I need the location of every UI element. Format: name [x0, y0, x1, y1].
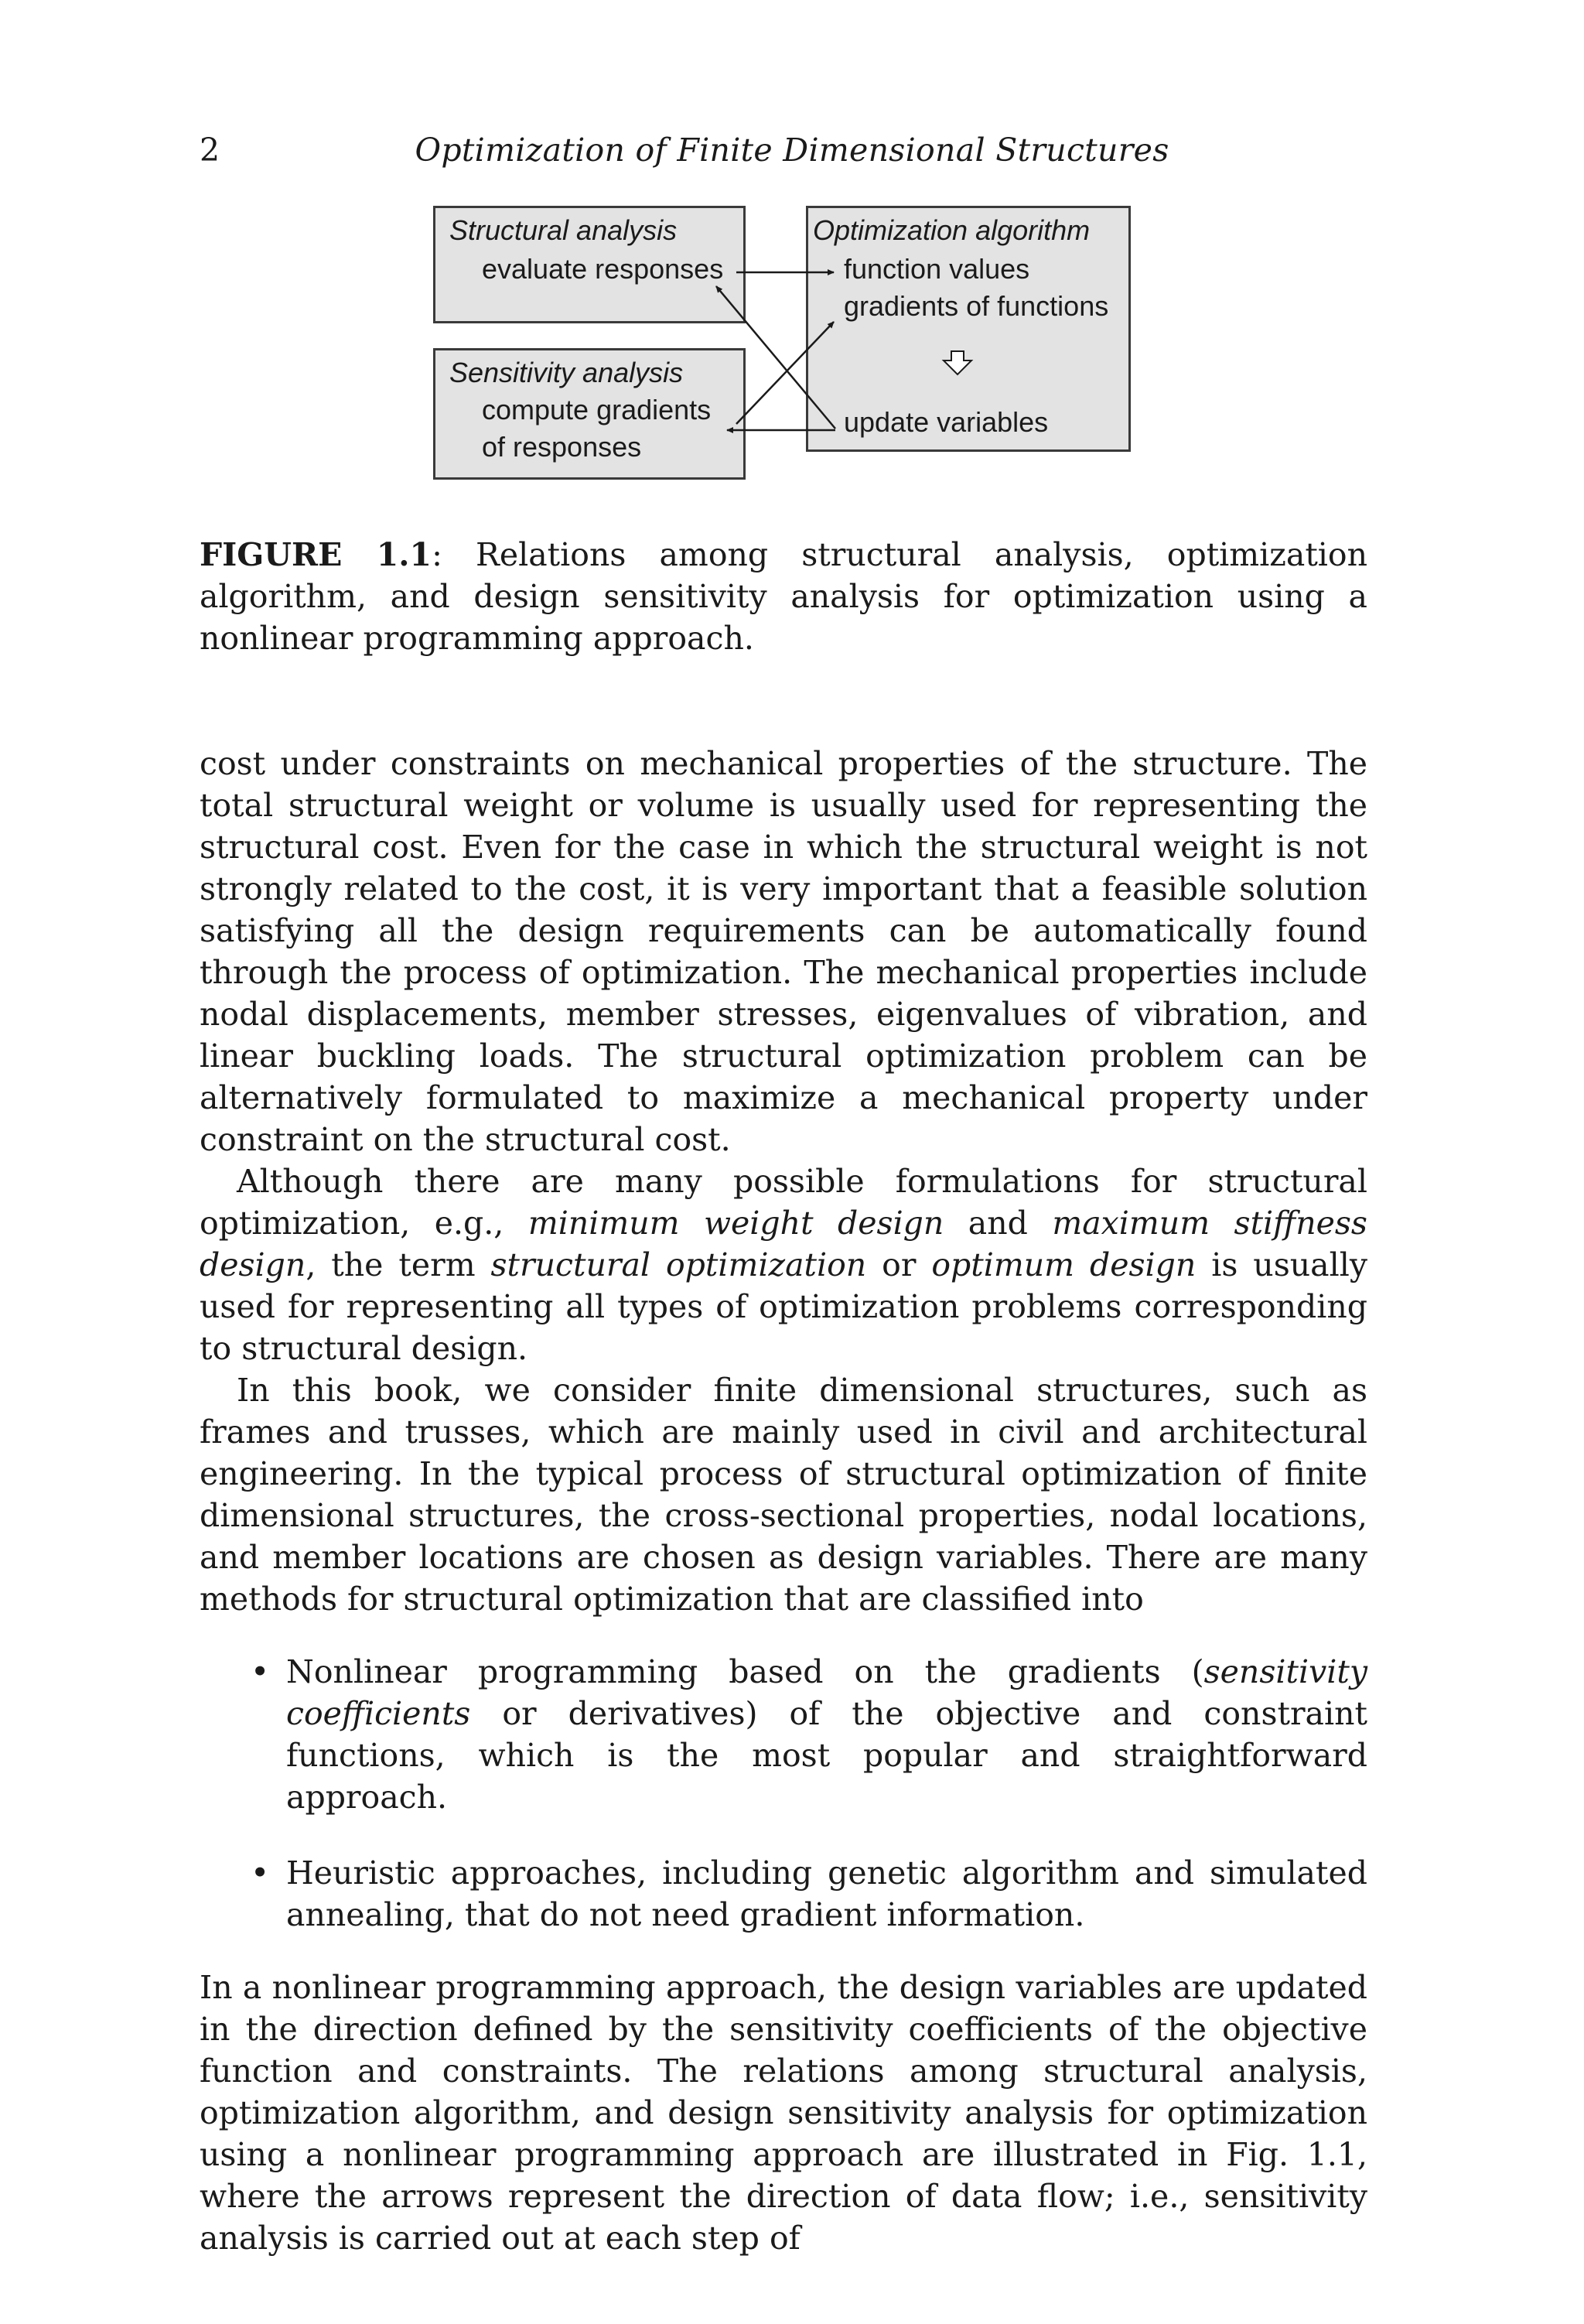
bullet-icon: • [251, 1653, 270, 1690]
compute-gradients-label: compute gradients [482, 394, 712, 425]
running-title: Optimization of Finite Dimensional Structures [415, 132, 1169, 169]
caption-label: FIGURE 1.1 [200, 536, 432, 573]
of-responses-label: of responses [482, 431, 642, 463]
evaluate-responses-label: evaluate responses [482, 253, 724, 285]
figure-caption [200, 534, 1367, 659]
gradients-of-functions-label: gradients of functions [844, 290, 1109, 322]
update-variables-label: update variables [844, 406, 1049, 438]
caption-text: : Relations among structural analysis, optimization algorithm, and design sensitivity analysis for optimization using a nonlinear programming approach. [200, 536, 1368, 657]
sensitivity-analysis-title: Sensitivity analysis [449, 357, 684, 388]
down-arrow-icon [944, 351, 971, 374]
paragraph-1: cost under constraints on mechanical properties of the structure. The total structural weight or volume is usually used for representing the structural cost. Even for the case in which the structural weight is not strongly related to the cost, it is very important that a feasible solution satisfying all the design requirements can be automatically found through the process of optimization. The mechanical properties include nodal displacements, member stresses, eigenvalues of vibration, and linear buckling loads. The structural optimization problem can be alternatively formulated to maximize a mechanical property under constraint on the structural cost. [200, 745, 1367, 1158]
body-text [200, 743, 1367, 2259]
page-header [0, 132, 1584, 178]
bullet-icon: • [251, 1854, 270, 1892]
paragraph-2: Although there are many possible formulations for structural optimization, e.g., minimum weight design and maximum stiffness design, the term structural optimization or optimum design is usually used for representing all types of optimization problems corresponding to structural design. [200, 1163, 1367, 1367]
paragraph-4: In a nonlinear programming approach, the design variables are updated in the direction defined by the sensitivity coefficients of the objective function and constraints. The relations among structural analysis, optimization algorithm, and design sensitivity analysis for optimization using a nonlinear programming approach are illustrated in Fig. 1.1, where the arrows represent the direction of data flow; i.e., sensitivity analysis is carried out at each step of [200, 1969, 1367, 2257]
figure-1-1-diagram [433, 206, 1138, 484]
data-flow-arrows [433, 206, 1138, 484]
structural-analysis-title: Structural analysis [449, 214, 678, 246]
list-item: • Nonlinear programming based on the gradients (sensitivity coefficients or derivatives) of the objective and constraint functions, which is the most popular and straightforward approach. [200, 1651, 1367, 1818]
methods-list [200, 1651, 1367, 1936]
arrow-update-to-structural [716, 286, 835, 429]
function-values-label: function values [844, 253, 1030, 285]
page-number: 2 [200, 132, 220, 169]
optimization-algorithm-title: Optimization algorithm [813, 214, 1091, 246]
list-item: • Heuristic approaches, including genetic algorithm and simulated annealing, that do not need gradient information. [200, 1852, 1367, 1936]
paragraph-3: In this book, we consider finite dimensional structures, such as frames and trusses, which are mainly used in civil and architectural engineering. In the typical process of structural optimization of finite dimensional structures, the cross-sectional properties, nodal locations, and member locations are chosen as design variables. There are many methods for structural optimization that are classified into [200, 1372, 1367, 1618]
